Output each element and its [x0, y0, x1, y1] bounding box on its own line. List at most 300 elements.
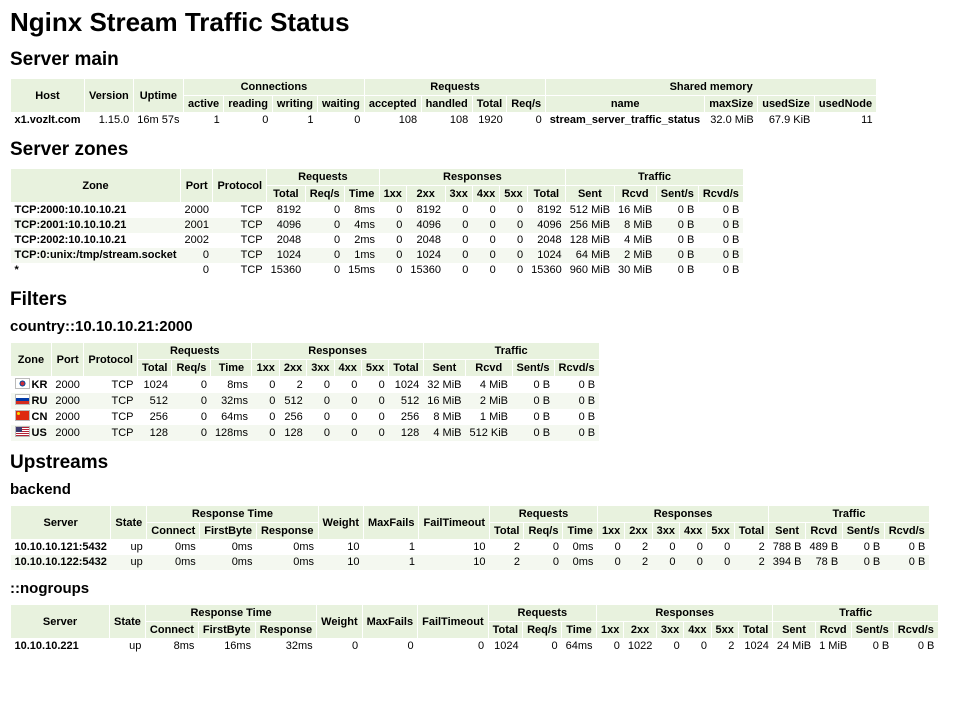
- cell-total: 2048: [267, 233, 306, 248]
- cell-r4xx: 0: [472, 203, 499, 219]
- filters-table: [10, 342, 600, 441]
- col-group-connections: Connections: [183, 79, 364, 96]
- cell-total: 4096: [267, 218, 306, 233]
- cell-first-byte: 0ms: [200, 540, 257, 556]
- col-2xx: 2xx: [279, 360, 306, 377]
- col-group-responses: Responses: [252, 343, 423, 360]
- cell-r5xx: 2: [711, 639, 738, 655]
- cell-r1xx: 0: [379, 263, 406, 278]
- cell-total: 1024: [488, 639, 522, 655]
- cell-total: 512: [138, 393, 172, 409]
- cell-writing: 1: [272, 113, 317, 129]
- col-zone: Zone: [11, 169, 181, 203]
- cell-rcvd: 1 MiB: [465, 409, 512, 425]
- cell-r2xx: 2048: [406, 233, 445, 248]
- cell-protocol: TCP: [213, 218, 267, 233]
- cell-used-node: 11: [814, 113, 876, 129]
- col-total: Total: [488, 622, 522, 639]
- cell-total: 1024: [138, 377, 172, 394]
- col-group-responses: Responses: [379, 169, 566, 186]
- cell-zone: TCP:2000:10.10.10.21: [11, 203, 181, 219]
- col-responses: Responses: [597, 506, 768, 523]
- cell-zone: [11, 409, 52, 425]
- cell-r5xx: 0: [500, 263, 527, 278]
- col-r3xx: 3xx: [656, 622, 683, 639]
- cell-req-s: 0: [305, 233, 344, 248]
- col-protocol: Protocol: [213, 169, 267, 203]
- col-r3xx: 3xx: [652, 523, 679, 540]
- cell-rcvd-s: 0 B: [554, 377, 599, 394]
- flag-us-icon: [15, 426, 30, 437]
- cell-r5xx: 0: [361, 377, 388, 394]
- cell-r5xx: 0: [707, 555, 734, 570]
- col-sent: Sent: [423, 360, 465, 377]
- cell-port: 2002: [180, 233, 212, 248]
- flag-ru-icon: [15, 394, 30, 405]
- table-row: [11, 377, 600, 394]
- cell-r2xx: 256: [279, 409, 306, 425]
- cell-time: 2ms: [344, 233, 379, 248]
- col-first-byte: FirstByte: [198, 622, 255, 639]
- col-r-total: Total: [738, 622, 772, 639]
- cell-sent-s: 0 B: [851, 639, 893, 655]
- cell-r1xx: 0: [379, 218, 406, 233]
- col-traffic: Traffic: [769, 506, 930, 523]
- cell-r4xx: 0: [472, 263, 499, 278]
- col-reading: reading: [224, 96, 273, 113]
- cell-r2xx: 1024: [406, 248, 445, 263]
- cell-max-fails: 0: [362, 639, 417, 655]
- col-response-time: Response Time: [147, 506, 318, 523]
- col-responses: Responses: [596, 605, 772, 622]
- cell-time: 4ms: [344, 218, 379, 233]
- col-rcvd: Rcvd: [614, 186, 656, 203]
- cell-r1xx: 0: [252, 377, 279, 394]
- server-main-table: [10, 78, 877, 128]
- col-r1xx: 1xx: [596, 622, 623, 639]
- cell-r2xx: 4096: [406, 218, 445, 233]
- cell-req-s: 0: [305, 203, 344, 219]
- cell-req-s: 0: [507, 113, 546, 129]
- col-host: Host: [11, 79, 85, 113]
- col-r4xx: 4xx: [680, 523, 707, 540]
- table-row: [11, 425, 600, 441]
- cell-req-s: 0: [172, 393, 211, 409]
- col-used-size: usedSize: [758, 96, 815, 113]
- cell-port: 0: [180, 263, 212, 278]
- cell-protocol: TCP: [213, 203, 267, 219]
- cell-r3xx: 0: [656, 639, 683, 655]
- col-r5xx: 5xx: [707, 523, 734, 540]
- cell-r3xx: 0: [307, 425, 334, 441]
- cell-sent-s: 0 B: [842, 555, 884, 570]
- cell-state: up: [111, 540, 147, 556]
- cell-time: 64ms: [211, 409, 252, 425]
- cell-max-fails: 1: [364, 540, 419, 556]
- page-title: Nginx Stream Traffic Status: [10, 7, 350, 37]
- cell-response: 0ms: [256, 540, 318, 556]
- cell-zone: [11, 393, 52, 409]
- col-r4xx: 4xx: [684, 622, 711, 639]
- col-rcvd: Rcvd: [465, 360, 512, 377]
- col-rcvd: Rcvd: [805, 523, 842, 540]
- cell-time: 64ms: [562, 639, 597, 655]
- flag-kr-icon: [15, 378, 30, 389]
- table-row: [11, 248, 744, 263]
- col-max-fails: MaxFails: [364, 506, 419, 540]
- cell-sent-s: 0 B: [512, 409, 554, 425]
- cell-max-fails: 1: [364, 555, 419, 570]
- cell-rcvd-s: 0 B: [554, 409, 599, 425]
- server-zones-heading: Server zones: [10, 139, 129, 160]
- cell-first-byte: 0ms: [200, 555, 257, 570]
- cell-rcvd: 1 MiB: [815, 639, 851, 655]
- cell-port: 2000: [51, 393, 83, 409]
- col-3xx: 3xx: [445, 186, 472, 203]
- cell-sent: 512 MiB: [566, 203, 614, 219]
- cell-zone: [11, 377, 52, 394]
- col-responses-total: Total: [389, 360, 423, 377]
- cell-sent: 256 MiB: [566, 218, 614, 233]
- col-first-byte: FirstByte: [200, 523, 257, 540]
- cell-port: 2000: [51, 409, 83, 425]
- cell-sent-s: 0 B: [656, 263, 698, 278]
- cell-version: 1.15.0: [85, 113, 134, 129]
- cell-total: 256: [138, 409, 172, 425]
- cell-r3xx: 0: [445, 248, 472, 263]
- cell-sent-s: 0 B: [656, 203, 698, 219]
- col-time: Time: [563, 523, 597, 540]
- cell-sent: 24 MiB: [773, 639, 815, 655]
- cell-r2xx: 1022: [624, 639, 656, 655]
- cell-reading: 0: [224, 113, 273, 129]
- col-r5xx: 5xx: [711, 622, 738, 639]
- cell-r1xx: 0: [379, 233, 406, 248]
- col-sent: Sent: [773, 622, 815, 639]
- cell-total: 1024: [267, 248, 306, 263]
- col-r1xx: 1xx: [597, 523, 624, 540]
- cell-r1xx: 0: [252, 409, 279, 425]
- col-rcvd: Rcvd: [815, 622, 851, 639]
- col-used-node: usedNode: [814, 96, 876, 113]
- cell-rcvd-s: 0 B: [698, 233, 743, 248]
- cell-r2xx: 128: [279, 425, 306, 441]
- cell-sent-s: 0 B: [842, 540, 884, 556]
- col-sent-s: Sent/s: [512, 360, 554, 377]
- col-rcvd-s: Rcvd/s: [884, 523, 929, 540]
- cell-sent: 788 B: [769, 540, 806, 556]
- cell-protocol: TCP: [213, 263, 267, 278]
- cell-r4xx: 0: [680, 540, 707, 556]
- cell-req-s: 0: [524, 555, 563, 570]
- col-sent: Sent: [769, 523, 806, 540]
- col-rcvd-s: Rcvd/s: [554, 360, 599, 377]
- cell-protocol: TCP: [84, 377, 138, 394]
- upstream-group-name: backend: [10, 481, 71, 498]
- col-handled: handled: [421, 96, 472, 113]
- cell-rcvd-s: 0 B: [554, 393, 599, 409]
- cell-state: up: [110, 639, 146, 655]
- cell-sent: 128 MiB: [566, 233, 614, 248]
- col-total: Total: [472, 96, 506, 113]
- cell-response: 32ms: [255, 639, 317, 655]
- cell-time: 0ms: [563, 555, 597, 570]
- cell-protocol: TCP: [84, 409, 138, 425]
- cell-r-total: 1024: [738, 639, 772, 655]
- col-5xx: 5xx: [500, 186, 527, 203]
- col-5xx: 5xx: [361, 360, 388, 377]
- cell-state: up: [111, 555, 147, 570]
- cell-port: 2000: [51, 425, 83, 441]
- cell-time: 32ms: [211, 393, 252, 409]
- cell-time: 8ms: [211, 377, 252, 394]
- cell-rcvd: 16 MiB: [614, 203, 656, 219]
- cell-rcvd: 4 MiB: [614, 233, 656, 248]
- col-server: Server: [11, 605, 110, 639]
- col-req-s: Req/s: [524, 523, 563, 540]
- cell-r4xx: 0: [334, 393, 361, 409]
- col-port: Port: [51, 343, 83, 377]
- cell-server: 10.10.10.121:5432: [11, 540, 111, 556]
- cell-connect: 0ms: [147, 555, 200, 570]
- col-connect: Connect: [145, 622, 198, 639]
- col-traffic: Traffic: [773, 605, 938, 622]
- cell-accepted: 108: [364, 113, 421, 129]
- cell-sent-s: 0 B: [512, 393, 554, 409]
- col-rcvd-s: Rcvd/s: [893, 622, 938, 639]
- cell-r-total: 15360: [527, 263, 566, 278]
- col-3xx: 3xx: [307, 360, 334, 377]
- cell-zone: *: [11, 263, 181, 278]
- cell-server: 10.10.10.122:5432: [11, 555, 111, 570]
- cell-first-byte: 16ms: [198, 639, 255, 655]
- cell-connect: 8ms: [145, 639, 198, 655]
- upstream-table: [10, 505, 930, 570]
- cell-name: stream_server_traffic_status: [546, 113, 705, 129]
- cell-total: 128: [138, 425, 172, 441]
- col-response: Response: [255, 622, 317, 639]
- col-group-requests: Requests: [364, 79, 545, 96]
- col-responses-total: Total: [527, 186, 566, 203]
- cell-r5xx: 0: [500, 248, 527, 263]
- cell-r5xx: 0: [361, 393, 388, 409]
- col-1xx: 1xx: [252, 360, 279, 377]
- col-response: Response: [256, 523, 318, 540]
- col-sent-s: Sent/s: [842, 523, 884, 540]
- table-row: [11, 540, 930, 556]
- cell-req-s: 0: [172, 425, 211, 441]
- cell-max-size: 32.0 MiB: [705, 113, 758, 129]
- filter-group-name: country::10.10.10.21:2000: [10, 318, 193, 335]
- cell-time: 8ms: [344, 203, 379, 219]
- cell-r4xx: 0: [680, 555, 707, 570]
- col-version: Version: [85, 79, 134, 113]
- cell-rcvd-s: 0 B: [893, 639, 938, 655]
- cell-req-s: 0: [523, 639, 562, 655]
- cell-r2xx: 2: [279, 377, 306, 394]
- col-max-fails: MaxFails: [362, 605, 417, 639]
- cell-r1xx: 0: [252, 393, 279, 409]
- table-row: [11, 555, 930, 570]
- cell-r-total: 256: [389, 409, 423, 425]
- col-server: Server: [11, 506, 111, 540]
- cell-time: 0ms: [563, 540, 597, 556]
- cell-req-s: 0: [305, 263, 344, 278]
- cell-rcvd: 2 MiB: [465, 393, 512, 409]
- cell-r4xx: 0: [472, 248, 499, 263]
- cell-sent: 394 B: [769, 555, 806, 570]
- cell-rcvd: 489 B: [805, 540, 842, 556]
- cell-fail-timeout: 10: [419, 555, 490, 570]
- cell-used-size: 67.9 KiB: [758, 113, 815, 129]
- col-weight: Weight: [317, 605, 362, 639]
- cell-r1xx: 0: [379, 248, 406, 263]
- cell-r3xx: 0: [445, 233, 472, 248]
- col-protocol: Protocol: [84, 343, 138, 377]
- col-name: name: [546, 96, 705, 113]
- cell-r2xx: 15360: [406, 263, 445, 278]
- cell-time: 1ms: [344, 248, 379, 263]
- cell-zone-label: CN: [31, 411, 48, 423]
- col-1xx: 1xx: [379, 186, 406, 203]
- col-total: Total: [267, 186, 306, 203]
- col-4xx: 4xx: [334, 360, 361, 377]
- col-writing: writing: [272, 96, 317, 113]
- cell-rcvd-s: 0 B: [884, 555, 929, 570]
- cell-port: 2000: [51, 377, 83, 394]
- server-zones-table: [10, 168, 744, 278]
- cell-r1xx: 0: [252, 425, 279, 441]
- cell-total: 2: [490, 555, 524, 570]
- col-sent-s: Sent/s: [656, 186, 698, 203]
- cell-time: 128ms: [211, 425, 252, 441]
- cell-r1xx: 0: [597, 540, 624, 556]
- table-row: [11, 233, 744, 248]
- col-port: Port: [180, 169, 212, 203]
- col-state: State: [110, 605, 146, 639]
- cell-sent-s: 0 B: [512, 425, 554, 441]
- cell-rcvd-s: 0 B: [554, 425, 599, 441]
- cell-r-total: 512: [389, 393, 423, 409]
- cell-req-s: 0: [172, 377, 211, 394]
- cell-port: 2000: [180, 203, 212, 219]
- cell-port: 0: [180, 248, 212, 263]
- cell-total: 8192: [267, 203, 306, 219]
- col-waiting: waiting: [317, 96, 364, 113]
- upstreams-heading: Upstreams: [10, 452, 109, 473]
- cell-req-s: 0: [524, 540, 563, 556]
- cell-sent: 4 MiB: [423, 425, 465, 441]
- col-weight: Weight: [318, 506, 363, 540]
- cell-rcvd: 4 MiB: [465, 377, 512, 394]
- cell-r5xx: 0: [500, 203, 527, 219]
- cell-r2xx: 2: [625, 555, 652, 570]
- col-4xx: 4xx: [472, 186, 499, 203]
- cell-r1xx: 0: [596, 639, 623, 655]
- cell-r1xx: 0: [379, 203, 406, 219]
- col-req-s: Req/s: [523, 622, 562, 639]
- cell-r5xx: 0: [707, 540, 734, 556]
- col-sent: Sent: [566, 186, 614, 203]
- upstream-table: [10, 604, 939, 654]
- cell-total: 2: [490, 540, 524, 556]
- cell-server: 10.10.10.221: [11, 639, 110, 655]
- cell-zone: [11, 425, 52, 441]
- cell-r-total: 128: [389, 425, 423, 441]
- cell-rcvd: 2 MiB: [614, 248, 656, 263]
- cell-r-total: 2: [734, 555, 768, 570]
- col-time: Time: [562, 622, 597, 639]
- col-response-time: Response Time: [145, 605, 316, 622]
- cell-fail-timeout: 0: [418, 639, 489, 655]
- cell-sent: 64 MiB: [566, 248, 614, 263]
- cell-r4xx: 0: [472, 233, 499, 248]
- col-group-shared-memory: Shared memory: [546, 79, 877, 96]
- cell-r-total: 2048: [527, 233, 566, 248]
- cell-uptime: 16m 57s: [133, 113, 183, 129]
- cell-rcvd-s: 0 B: [698, 218, 743, 233]
- cell-r2xx: 8192: [406, 203, 445, 219]
- col-uptime: Uptime: [133, 79, 183, 113]
- cell-r5xx: 0: [361, 409, 388, 425]
- cell-time: 15ms: [344, 263, 379, 278]
- cell-r3xx: 0: [307, 393, 334, 409]
- cell-sent-s: 0 B: [656, 218, 698, 233]
- col-requests: Requests: [490, 506, 598, 523]
- cell-zone-label: RU: [31, 395, 48, 407]
- cell-r3xx: 0: [307, 409, 334, 425]
- col-connect: Connect: [147, 523, 200, 540]
- table-row: [11, 393, 600, 409]
- cell-sent: 8 MiB: [423, 409, 465, 425]
- col-sent-s: Sent/s: [851, 622, 893, 639]
- cell-r1xx: 0: [597, 555, 624, 570]
- cell-zone-label: KR: [31, 379, 48, 391]
- cell-protocol: TCP: [84, 393, 138, 409]
- cell-protocol: TCP: [213, 248, 267, 263]
- cell-active: 1: [183, 113, 223, 129]
- cell-sent-s: 0 B: [512, 377, 554, 394]
- table-row: [11, 218, 744, 233]
- col-max-size: maxSize: [705, 96, 758, 113]
- cell-fail-timeout: 10: [419, 540, 490, 556]
- cell-req-s: 0: [305, 248, 344, 263]
- cell-host: x1.vozlt.com: [11, 113, 85, 129]
- cell-sent: 16 MiB: [423, 393, 465, 409]
- cell-total: 1920: [472, 113, 506, 129]
- col-2xx: 2xx: [406, 186, 445, 203]
- col-total: Total: [490, 523, 524, 540]
- table-row: [11, 203, 744, 219]
- cell-zone: TCP:2001:10.10.10.21: [11, 218, 181, 233]
- col-group-requests: Requests: [138, 343, 252, 360]
- cell-r3xx: 0: [652, 540, 679, 556]
- cell-r3xx: 0: [307, 377, 334, 394]
- filters-heading: Filters: [10, 289, 68, 310]
- cell-sent: 960 MiB: [566, 263, 614, 278]
- cell-sent: 32 MiB: [423, 377, 465, 394]
- cell-r-total: 8192: [527, 203, 566, 219]
- cell-r5xx: 0: [361, 425, 388, 441]
- cell-req-s: 0: [172, 409, 211, 425]
- cell-weight: 0: [317, 639, 362, 655]
- cell-r4xx: 0: [684, 639, 711, 655]
- col-r2xx: 2xx: [625, 523, 652, 540]
- cell-connect: 0ms: [147, 540, 200, 556]
- table-row: [11, 263, 744, 278]
- cell-rcvd: 512 KiB: [465, 425, 512, 441]
- cell-sent-s: 0 B: [656, 248, 698, 263]
